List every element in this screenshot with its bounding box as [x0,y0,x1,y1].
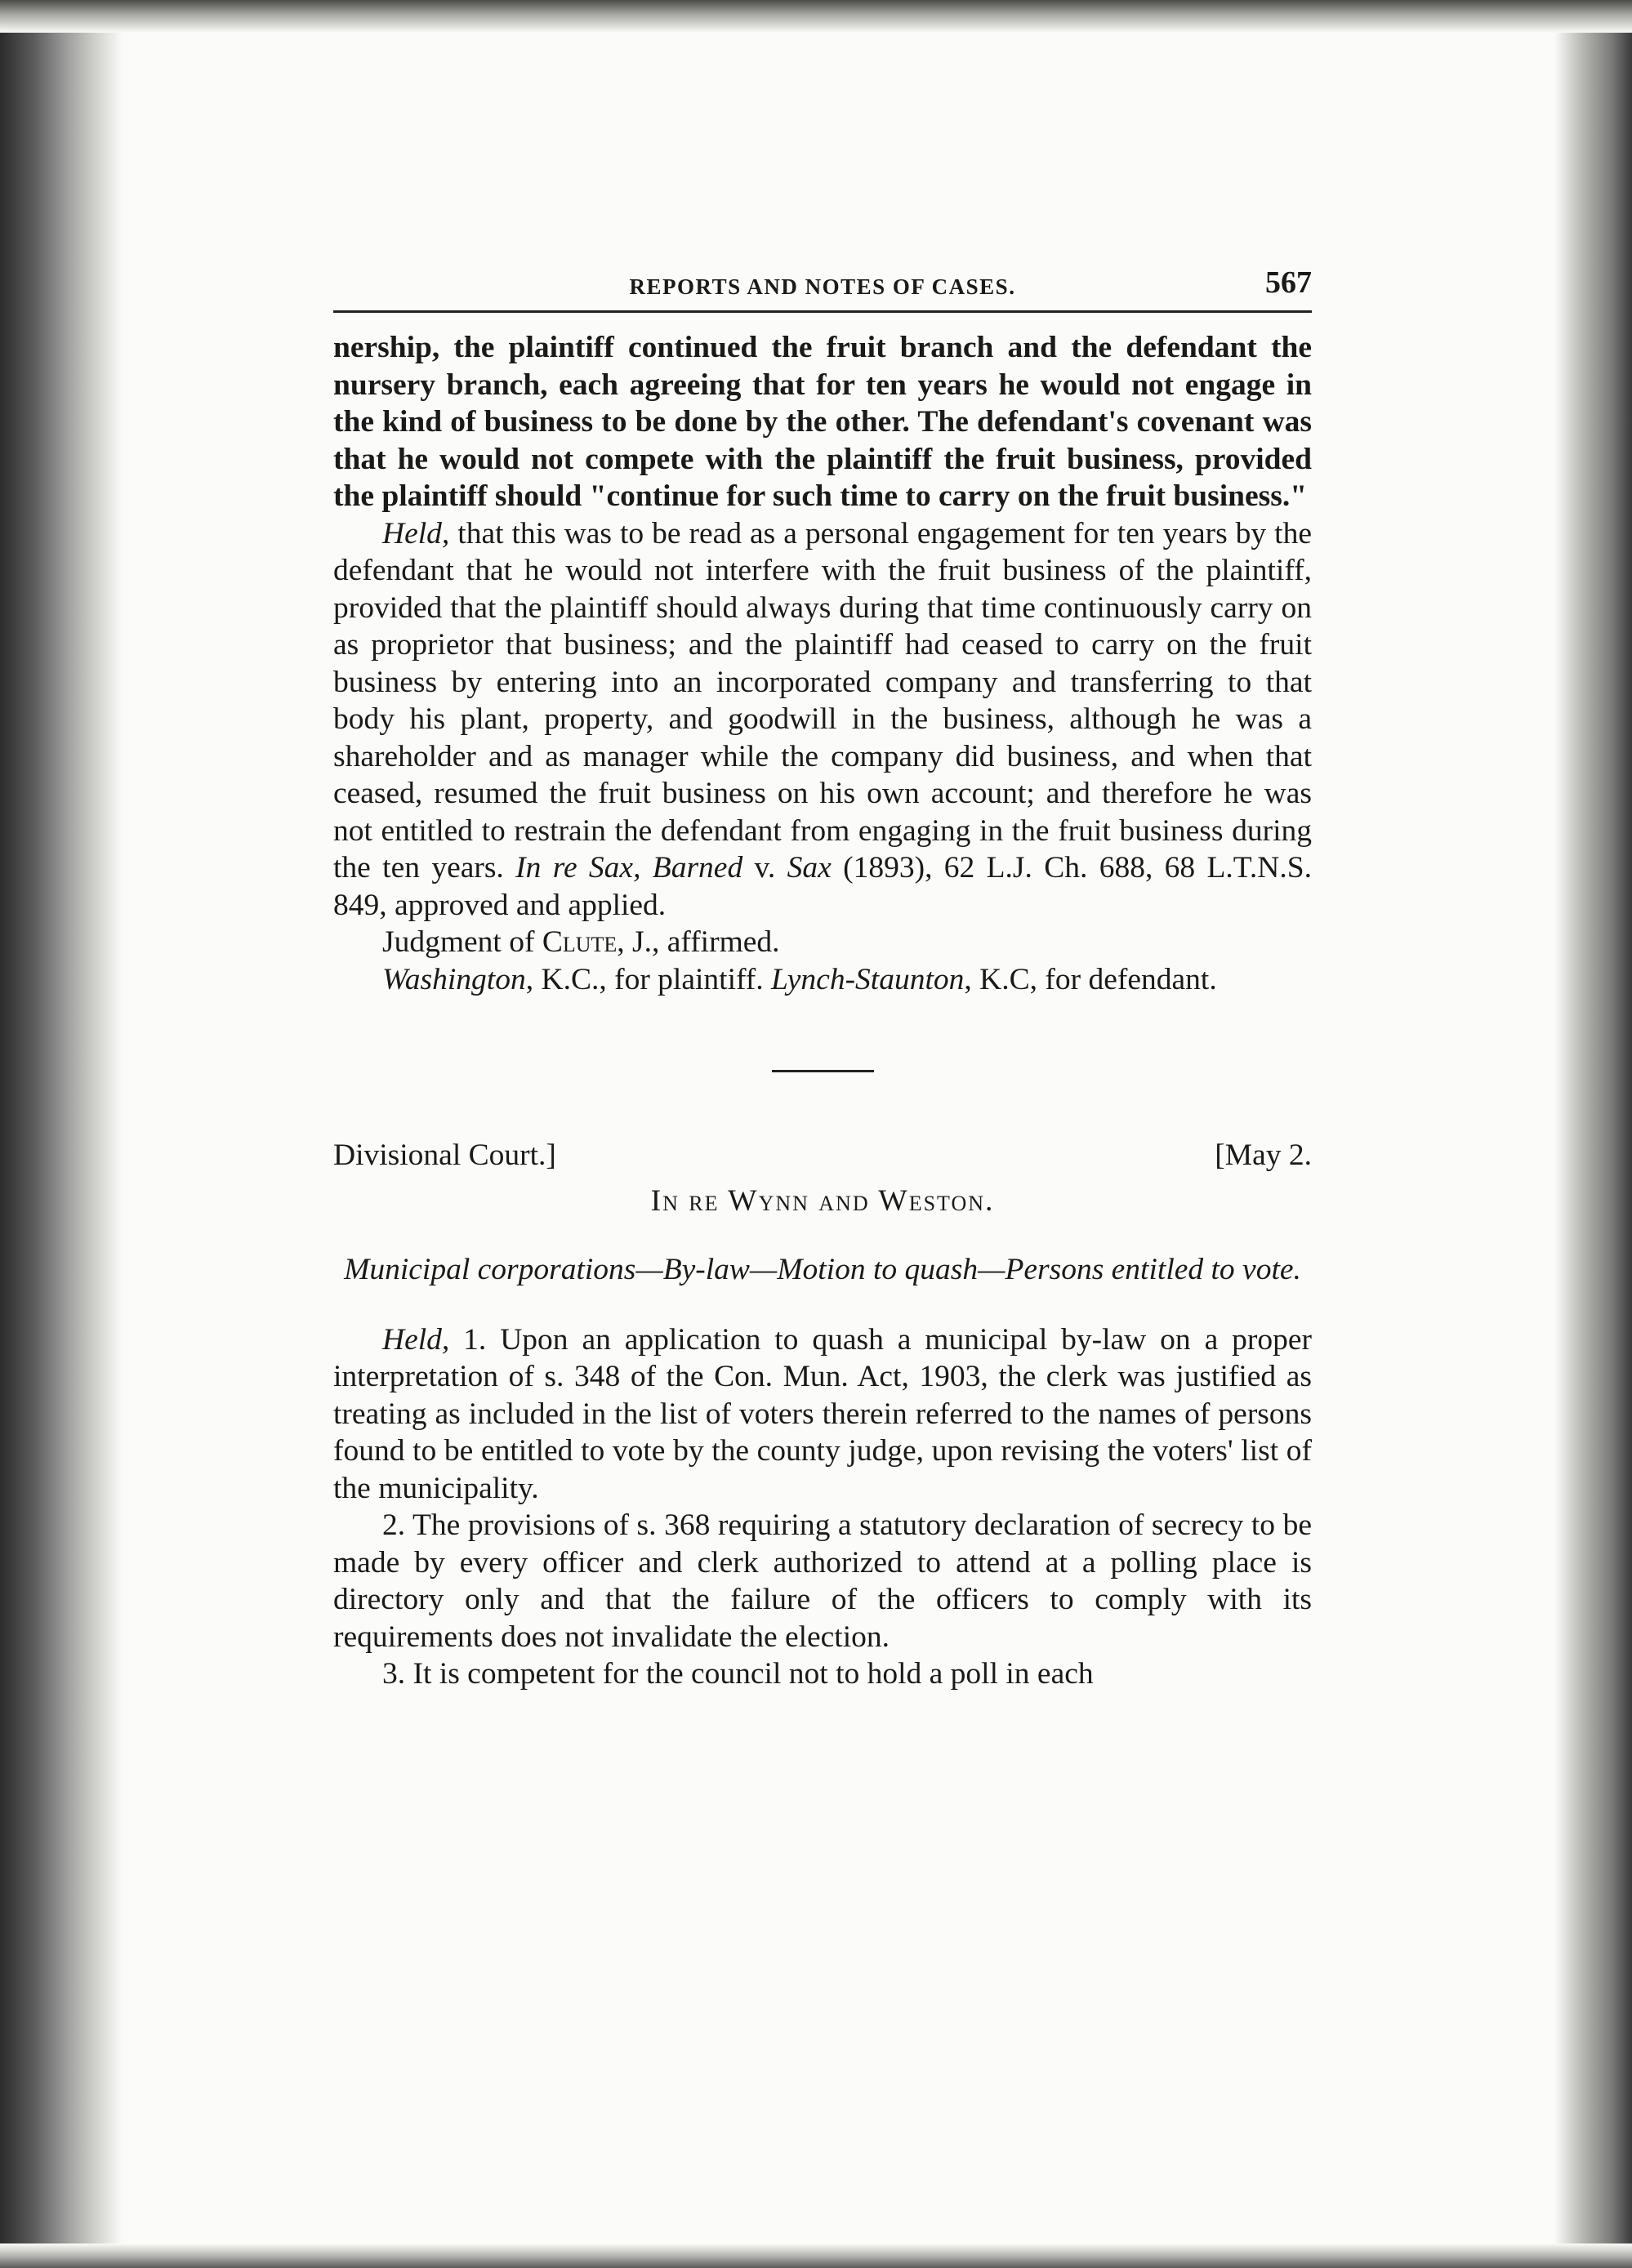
held-1-text: 1. Upon an application to quash a municipal by-law on a proper interpretation of s. 348 of the Con. Mun. Act, 1903, the clerk was justified as treating as included in the list of voters therein referred to the names of persons found to be entitled to vote by the county judge, upon revising the voters' list of the municipality. [333,1322,1312,1505]
case-2-title: In re Wynn and Weston. [650,1184,995,1218]
scan-top-edge [0,0,1632,33]
held-text: that this was to be read as a personal engagement for ten years by the defendant that he would not interfere with the fruit business of the plaintiff, provided that the plaintiff should always during that time continuously carry on as proprietor that business; and the plaintiff had ceased to carry on the fruit business by entering into an incorporated company and transferring to that body his plant, property, and goodwill in the business, although he was a shareholder and as manager while the company did business, and when that ceased, resumed the fruit business on his own account; and therefore he was not entitled to restrain the defendant from engaging in the fruit business during the ten years. [333,516,1312,884]
judgment-prefix: Judgment of [382,925,542,959]
judgment-line [333,924,1312,961]
case-2-held-3: 3. It is competent for the council not to hold a poll in each [382,1657,1094,1691]
scan-right-edge [1554,0,1632,2268]
page-number: 567 [1265,265,1312,300]
judgment-suffix: , J., affirmed. [617,925,780,959]
header-rule [333,310,1312,313]
page [333,260,1312,1693]
citation-rest: (1893), 62 L.J. Ch. 688, 68 L.T.N.S. 849, approved and applied. [333,851,1312,922]
case-2-held-1 [333,1321,1312,1508]
case-1 [333,329,1312,998]
running-head [333,260,1312,305]
scan-bottom-edge [0,2243,1632,2268]
court-name: Divisional Court.] [333,1138,556,1172]
judgment-judge: Clute [542,925,618,959]
case-1-paragraph: nership, the plaintiff continued the fruit branch and the defendant the nursery branch, each agreeing that for ten years he would not engage in the kind of business to be done by the other. The defendant's covenant was that he would not compete with the plaintiff the fruit business, provided the plaintiff should "continue for such time to carry on the fruit business." [333,331,1312,513]
counsel-2-text: , K.C, for defendant. [964,962,1217,996]
counsel-line [333,961,1312,999]
case-2-body [333,1321,1312,1693]
held-label-2: Held, [382,1322,450,1357]
counsel-2-name: Lynch-Staunton [771,962,965,996]
citation-name: In re Sax, Barned [515,851,743,884]
citation-v: v. [742,851,787,884]
counsel-1-name: Washington [382,962,526,996]
scan-left-edge [0,0,123,2268]
case-1-held [333,515,1312,925]
case-2-header [333,1138,1312,1175]
citation-name-2: Sax [787,851,832,884]
running-title: REPORTS AND NOTES OF CASES. [629,274,1016,299]
counsel-1-text: , K.C., for plaintiff. [525,962,772,996]
held-label: Held, [382,516,450,550]
case-date: [May 2. [1215,1138,1312,1172]
section-divider [772,1070,874,1072]
case-2-held-2: 2. The provisions of s. 368 requiring a statutory declaration of secrecy to be made by every officer and clerk authorized to attend at a polling place is directory only and that the failure of the officers to comply with its requirements does not invalidate the election. [333,1508,1312,1654]
case-2-headnote: Municipal corporations—By-law—Motion to quash—Persons entitled to vote. [344,1253,1301,1286]
